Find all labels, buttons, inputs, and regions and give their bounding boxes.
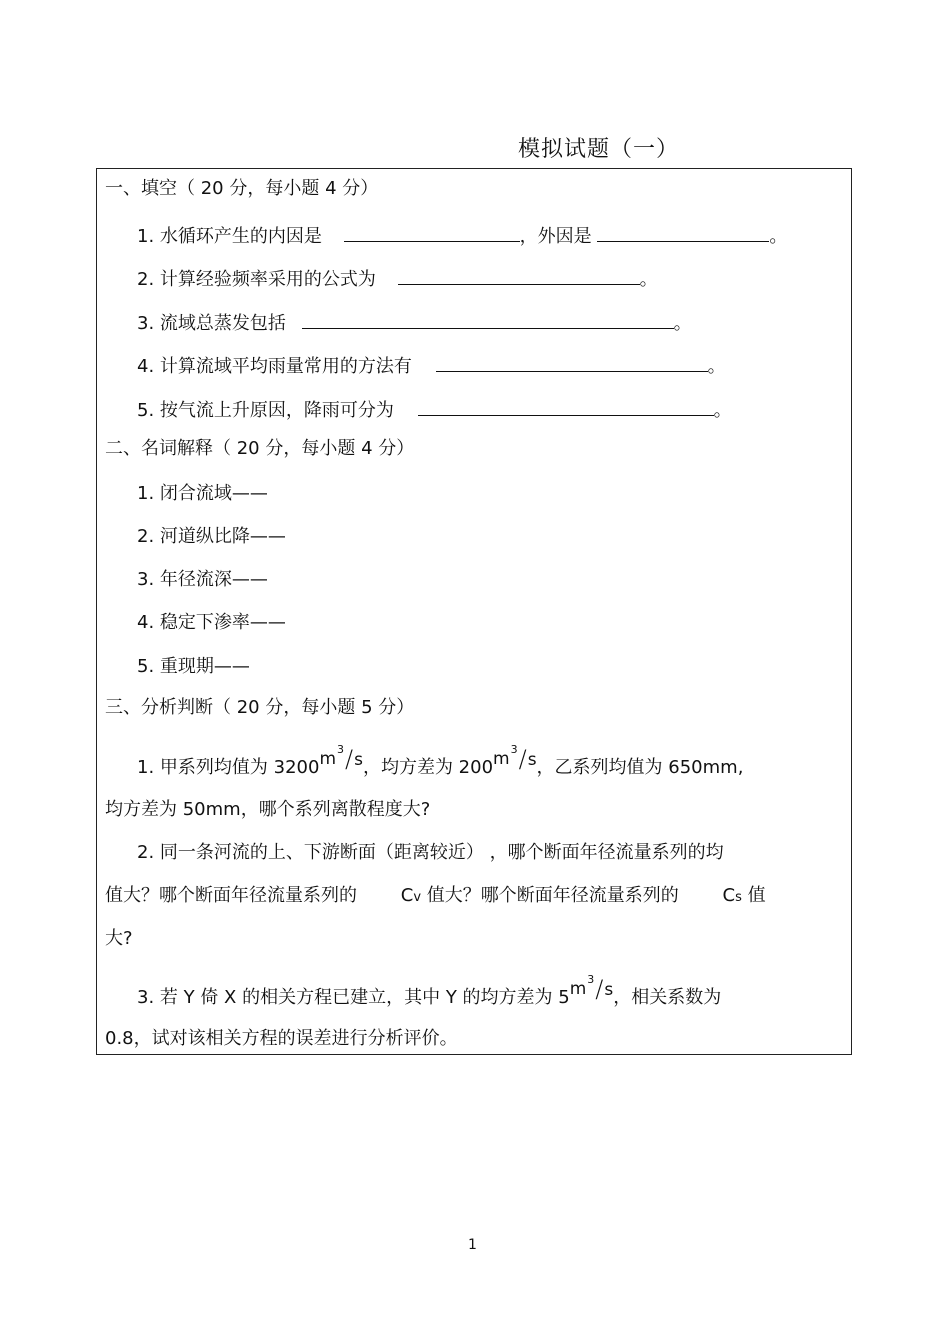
q1-text-b: ，外因是 [519,226,592,247]
q3-text: 3. 流域总蒸发包括 [137,313,286,334]
q5-end: 。 [713,400,732,421]
section-2-heading: 二、名词解释（ 20 分，每小题 4 分） [105,438,415,459]
q4-blank[interactable] [436,353,708,372]
unit-m3-per-s: $m^3/s$ [319,743,363,773]
analysis-q3-line1: 3. 若 Y 倚 X 的相关方程已建立，其中 Y 的均方差为 $5m^3/s$，相关系数为 [137,983,721,1012]
q2-end: 。 [639,269,658,290]
q1-text: 1. 水循环产生的内因是 [137,226,322,247]
q1-end: 。 [769,226,788,247]
analysis-q1-line1 [137,743,744,782]
term-item-5: 5. 重现期—— [137,656,250,677]
q2-blank[interactable] [398,266,640,285]
page-title: 模拟试题（一） [518,137,680,162]
exam-box [96,168,852,1055]
q4-text: 4. 计算流域平均雨量常用的方法有 [137,356,412,377]
unit-m3-per-s: $m^3/s$ [493,743,537,773]
fill-question-2 [137,266,658,292]
q3-end: 。 [673,313,692,334]
analysis-q2-line1: 2. 同一条河流的上、下游断面（距离较近） ，哪个断面年径流量系列的均 [137,842,724,863]
unit-m3-per-s: $m^3/s$ [569,973,614,1003]
analysis-q2-line2: 值大？哪个断面年径流量系列的 Cv 值大？哪个断面年径流量系列的 Cs 值 [105,885,766,906]
term-item-2: 2. 河道纵比降—— [137,526,286,547]
term-item-3: 3. 年径流深—— [137,569,268,590]
q5-text: 5. 按气流上升原因，降雨可分为 [137,400,394,421]
q1-blank-external[interactable] [597,223,769,242]
cv-symbol: Cv [400,885,422,906]
q1-series-a-mean: 1. 甲系列均值为 3200 [137,757,320,778]
term-item-4: 4. 稳定下渗率—— [137,612,286,633]
q2-text: 2. 计算经验频率采用的公式为 [137,269,376,290]
q1-series-a-std: ，均方差为 200 [362,757,494,778]
q1-series-b-mean: ，乙系列均值为 650mm, [536,757,744,778]
section-3-heading: 三、分析判断（ 20 分，每小题 5 分） [105,697,415,718]
section-1-heading: 一、填空（ 20 分，每小题 4 分） [105,178,379,199]
fill-question-3 [137,310,692,336]
analysis-q1-line2: 均方差为 50mm，哪个系列离散程度大? [105,799,431,820]
q1-blank-internal[interactable] [344,223,520,242]
fill-question-1 [137,223,787,249]
fill-question-4 [137,353,726,379]
q4-end: 。 [707,356,726,377]
analysis-q2-line3: 大? [105,928,133,949]
analysis-q3-line2: 0.8，试对该相关方程的误差进行分析评价。 [105,1028,458,1049]
fill-question-5 [137,397,732,423]
page-number: 1 [468,1237,477,1253]
q5-blank[interactable] [418,397,714,416]
term-item-1: 1. 闭合流域—— [137,483,268,504]
cs-symbol: Cs [722,885,742,906]
q3-blank[interactable] [302,310,674,329]
